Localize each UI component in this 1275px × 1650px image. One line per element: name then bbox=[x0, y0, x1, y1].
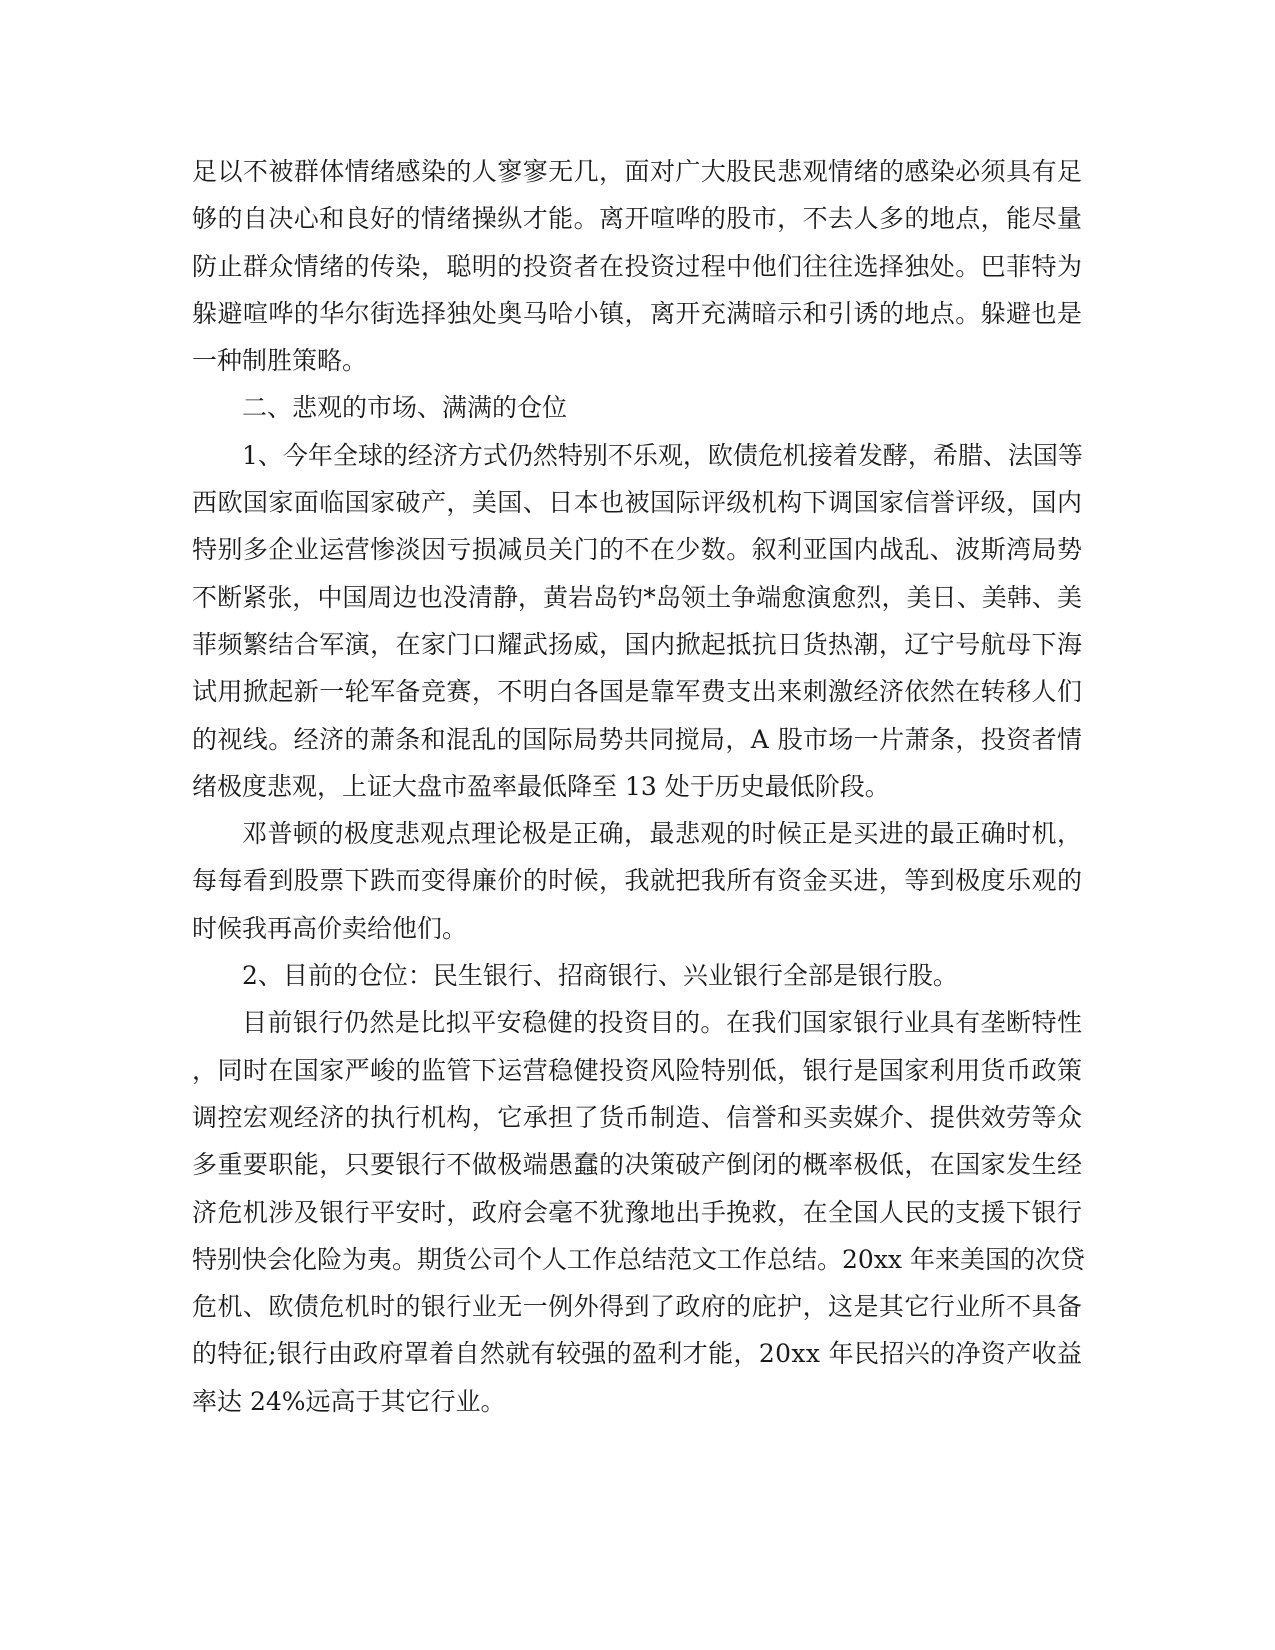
line-text: 试用掀起新一轮军备竞赛，不明白各国是靠军费支出来刺激经济依然在转移人们 bbox=[192, 677, 1083, 707]
text-line bbox=[192, 905, 1082, 952]
text-line bbox=[192, 716, 1082, 763]
paragraph bbox=[192, 810, 1082, 952]
text-line bbox=[192, 1283, 1082, 1330]
line-text: 的视线。经济的萧条和混乱的国际局势共同搅局，A 股市场一片萧条，投资者情 bbox=[192, 724, 1083, 754]
document-body bbox=[192, 148, 1085, 1425]
text-line bbox=[192, 857, 1082, 904]
line-text: 躲避喧哗的华尔街选择独处奥马哈小镇，离开充满暗示和引诱的地点。躲避也是 bbox=[192, 298, 1083, 328]
line-text: 西欧国家面临国家破产，美国、日本也被国际评级机构下调国家信誉评级，国内 bbox=[192, 488, 1083, 518]
text-line bbox=[192, 243, 1082, 290]
text-line bbox=[192, 668, 1082, 715]
text-line bbox=[192, 1330, 1082, 1377]
line-text: 特别快会化险为夷。期货公司个人工作总结范文工作总结。20xx 年来美国的次贷 bbox=[192, 1244, 1085, 1274]
line-text: 时候我再高价卖给他们。 bbox=[192, 913, 468, 943]
line-text: 菲频繁结合军演，在家门口耀武扬威，国内掀起抵抗日货热潮，辽宁号航母下海 bbox=[192, 629, 1083, 659]
text-line bbox=[192, 574, 1082, 621]
line-text: 邓普顿的极度悲观点理论极是正确，最悲观的时候正是买进的最正确时机， bbox=[242, 819, 1083, 849]
text-line bbox=[192, 763, 1082, 810]
line-text: 1、今年全球的经济方式仍然特别不乐观，欧债危机接着发酵，希腊、法国等 bbox=[242, 440, 1083, 470]
text-line bbox=[192, 999, 1082, 1046]
line-text: 目前银行仍然是比拟平安稳健的投资目的。在我们国家银行业具有垄断特性 bbox=[242, 1008, 1083, 1038]
text-line bbox=[192, 148, 1082, 195]
text-line bbox=[192, 810, 1082, 857]
text-line bbox=[192, 195, 1082, 242]
line-text: 特别多企业运营惨淡因亏损减员关门的不在少数。叙利亚国内战乱、波斯湾局势 bbox=[192, 535, 1083, 565]
line-text: 调控宏观经济的执行机构，它承担了货币制造、信誉和买卖媒介、提供效劳等众 bbox=[192, 1102, 1083, 1132]
line-text: 一种制胜策略。 bbox=[192, 346, 368, 376]
line-text: 足以不被群体情绪感染的人寥寥无几，面对广大股民悲观情绪的感染必须具有足 bbox=[192, 157, 1083, 186]
line-text: 防止群众情绪的传染，聪明的投资者在投资过程中他们往往选择独处。巴菲特为 bbox=[192, 251, 1083, 281]
line-text: ，同时在国家严峻的监管下运营稳健投资风险特别低，银行是国家利用货币政策 bbox=[192, 1055, 1083, 1085]
line-text: 每每看到股票下跌而变得廉价的时候，我就把我所有资金买进，等到极度乐观的 bbox=[192, 866, 1083, 896]
paragraph bbox=[192, 999, 1085, 1425]
line-text: 危机、欧债危机时的银行业无一例外得到了政府的庇护，这是其它行业所不具备 bbox=[192, 1292, 1083, 1322]
text-line bbox=[192, 1189, 1082, 1236]
line-text: 2、目前的仓位：民生银行、招商银行、兴业银行全部是银行股。 bbox=[242, 961, 958, 991]
text-line bbox=[192, 1094, 1082, 1141]
line-text: 够的自决心和良好的情绪操纵才能。离开喧哗的股市，不去人多的地点，能尽量 bbox=[192, 204, 1083, 234]
text-line bbox=[192, 1047, 1082, 1094]
text-line bbox=[192, 432, 1082, 479]
paragraph bbox=[192, 148, 1082, 384]
text-line bbox=[192, 290, 1082, 337]
line-text: 二、悲观的市场、满满的仓位 bbox=[242, 393, 568, 423]
line-text: 多重要职能，只要银行不做极端愚蠢的决策破产倒闭的概率极低，在国家发生经 bbox=[192, 1150, 1083, 1180]
text-line bbox=[192, 479, 1082, 526]
text-line bbox=[192, 1141, 1082, 1188]
paragraph bbox=[192, 952, 1082, 999]
text-line bbox=[192, 952, 1082, 999]
text-line bbox=[192, 1236, 1085, 1283]
line-text: 的特征;银行由政府罩着自然就有较强的盈利才能，20xx 年民招兴的净资产收益 bbox=[192, 1339, 1083, 1369]
text-line bbox=[192, 384, 1082, 431]
text-line bbox=[192, 621, 1082, 668]
text-line bbox=[192, 337, 1082, 384]
section-heading bbox=[192, 384, 1082, 431]
line-text: 不断紧张，中国周边也没清静，黄岩岛钓*岛领土争端愈演愈烈，美日、美韩、美 bbox=[192, 582, 1083, 612]
line-text: 绪极度悲观，上证大盘市盈率最低降至 13 处于历史最低阶段。 bbox=[192, 771, 890, 801]
text-line bbox=[192, 1378, 1082, 1425]
paragraph bbox=[192, 432, 1082, 810]
line-text: 率达 24%远高于其它行业。 bbox=[192, 1386, 506, 1416]
text-line bbox=[192, 526, 1082, 573]
line-text: 济危机涉及银行平安时，政府会毫不犹豫地出手挽救，在全国人民的支援下银行 bbox=[192, 1197, 1083, 1227]
